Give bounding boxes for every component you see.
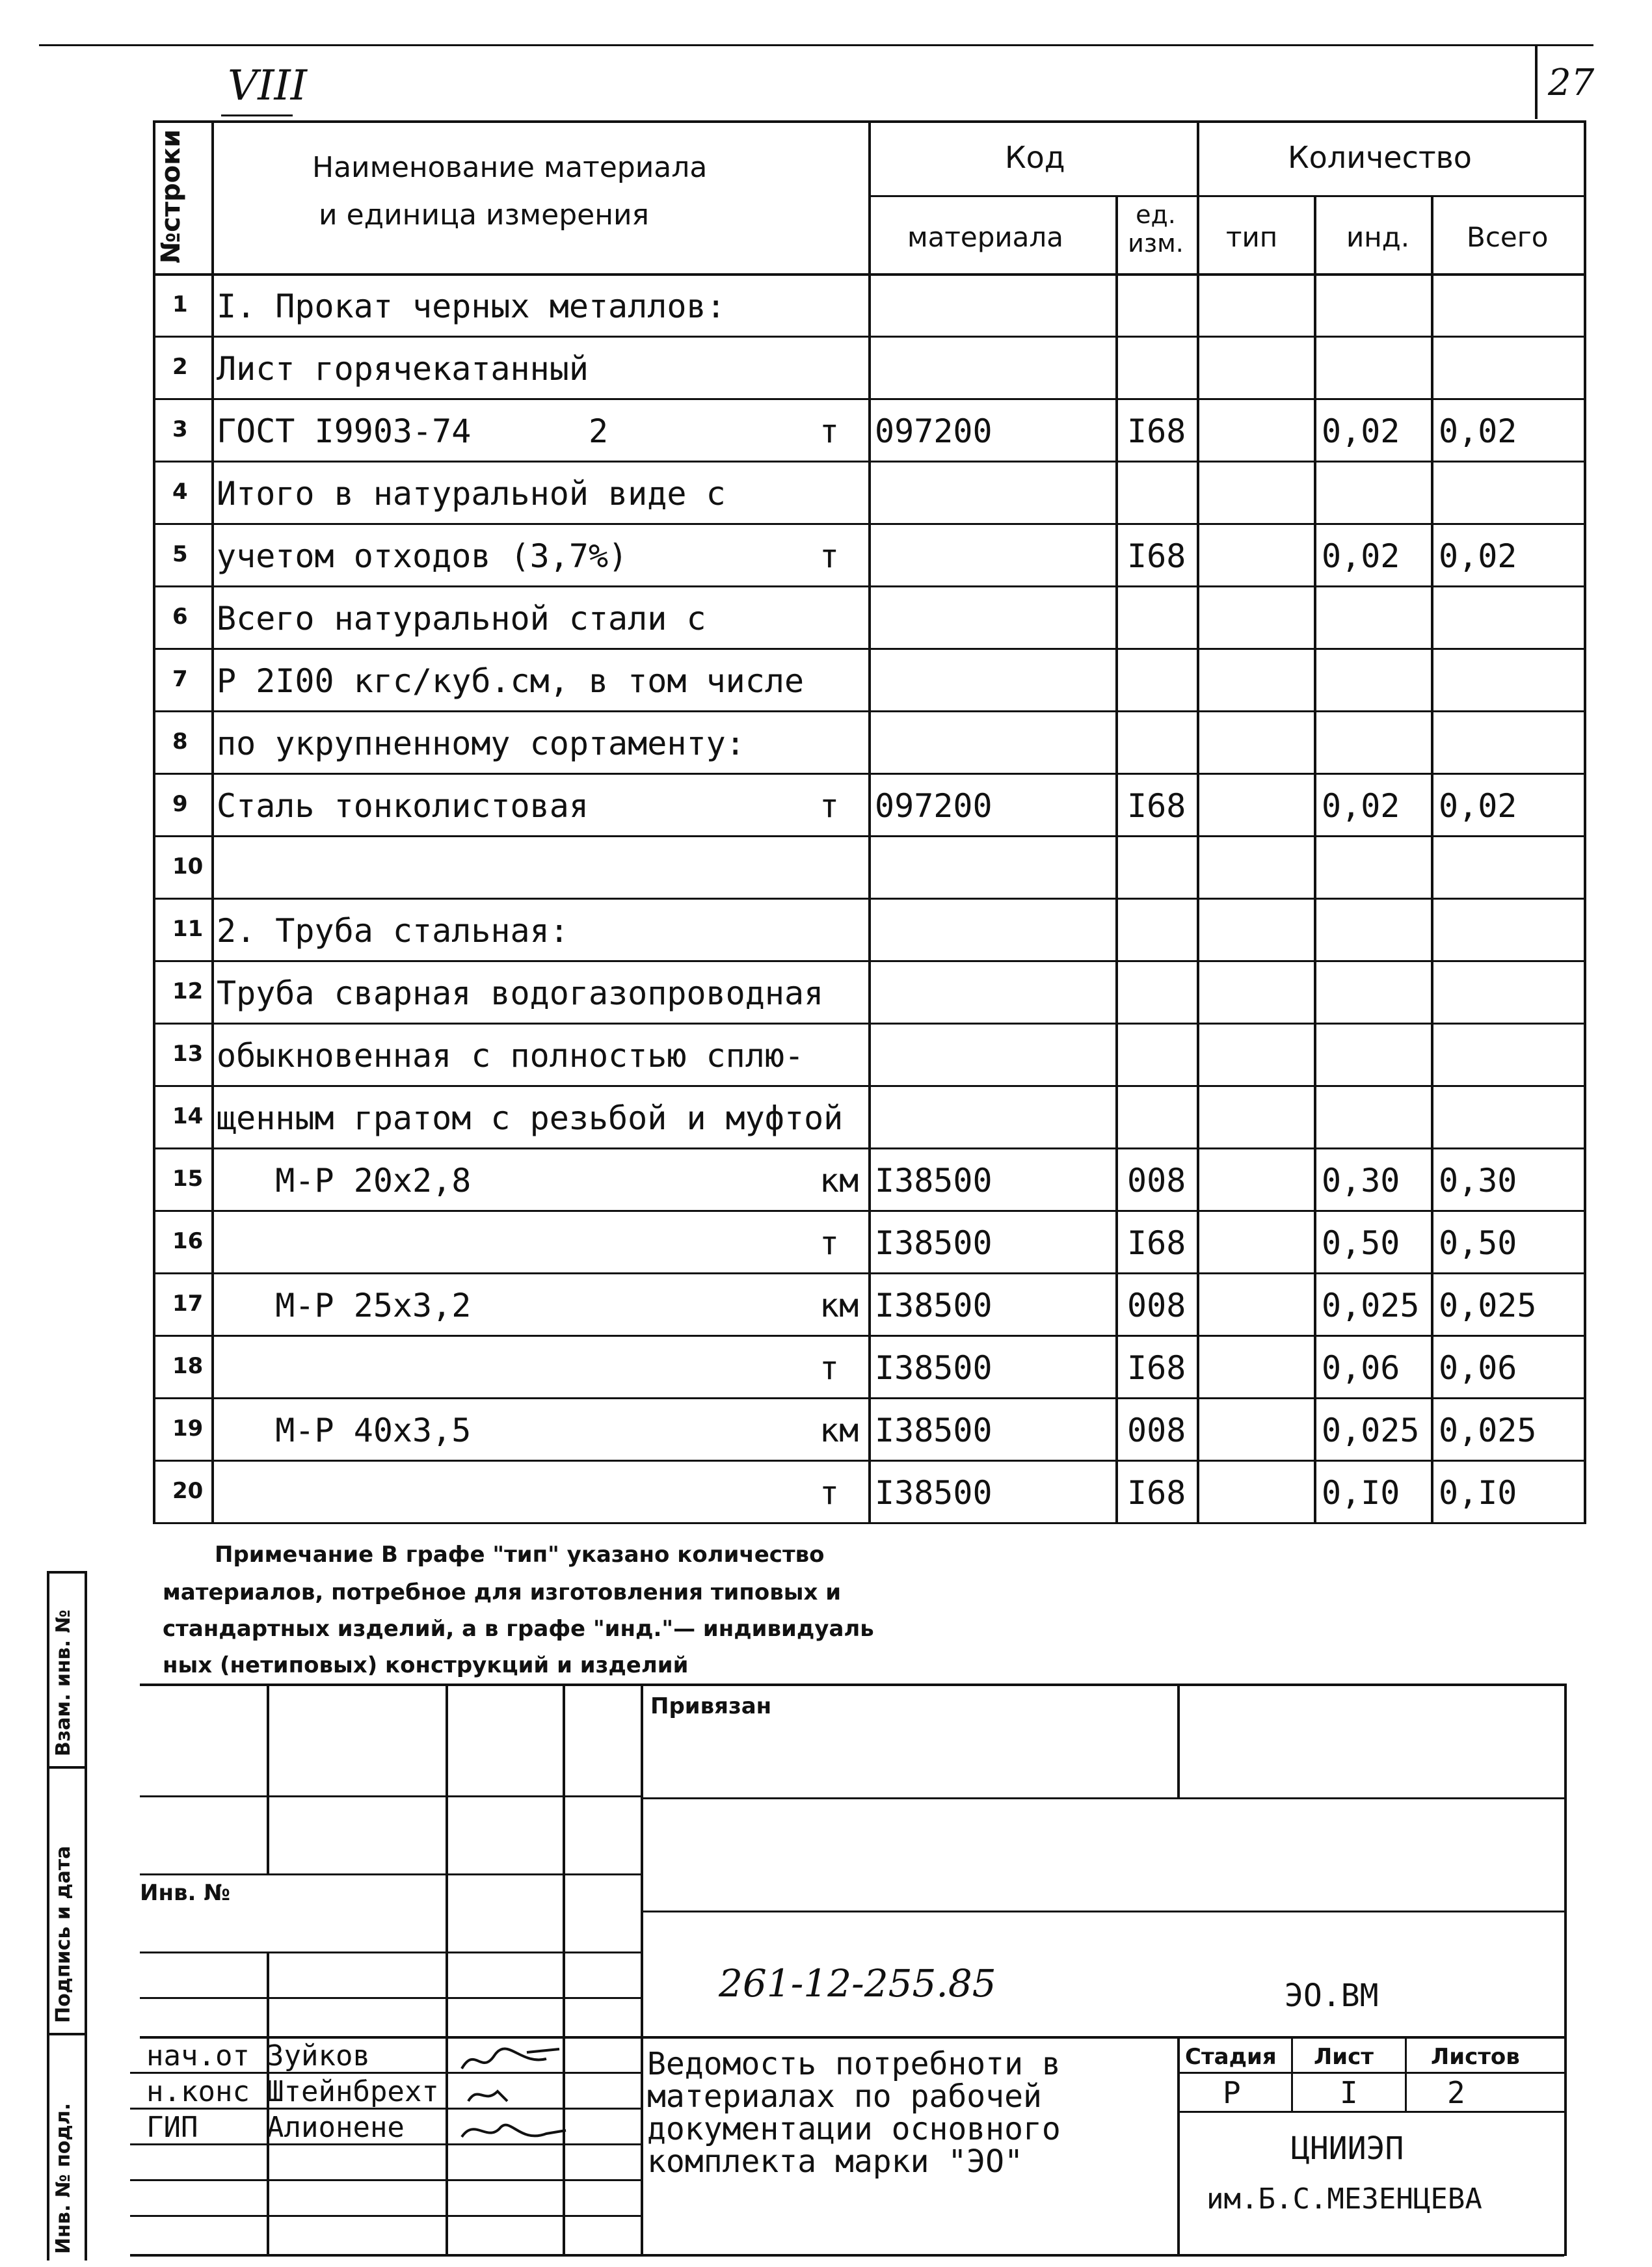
row-number: 1 (172, 291, 188, 317)
qty-total: 0,02 (1439, 537, 1517, 575)
qty-total: 0,025 (1439, 1412, 1537, 1449)
material-unit: т (819, 787, 840, 825)
sheets-value: 2 (1447, 2075, 1465, 2110)
qty-individual: 0,02 (1322, 412, 1400, 450)
stage-label: Стадия (1185, 2044, 1277, 2070)
material-unit: т (819, 537, 840, 575)
tb-v-1 (267, 1683, 269, 1875)
row-number: 16 (172, 1228, 204, 1254)
unit-code: I68 (1127, 412, 1186, 450)
row-number: 6 (172, 604, 188, 630)
qty-total: 0,02 (1439, 412, 1517, 450)
row-number: 7 (172, 666, 188, 692)
material-name: Сталь тонколистовая (217, 787, 589, 825)
sheets-label: Листов (1431, 2044, 1520, 2070)
header-row-number: №строки (156, 129, 186, 263)
material-unit: т (819, 1474, 840, 1512)
tb-v-5 (1177, 1683, 1180, 1797)
material-name: Всего натуральной стали с (217, 600, 706, 637)
description-line1: Ведомость потребноти в (647, 2046, 1061, 2082)
header-code-unit: ед. изм. (1128, 200, 1184, 258)
header-qty-total: Всего (1467, 221, 1549, 253)
row-number: 5 (172, 541, 188, 567)
material-unit: т (819, 1224, 840, 1262)
row-number: 2 (172, 354, 188, 380)
table-right-border (1584, 120, 1586, 1522)
material-name: ГОСТ I9903-74 2 (217, 412, 609, 450)
staff-role-3: ГИП (146, 2111, 198, 2144)
qty-total: 0,02 (1439, 787, 1517, 825)
row-number: 14 (172, 1103, 204, 1129)
qty-total: 0,I0 (1439, 1474, 1517, 1512)
top-border (39, 44, 1593, 46)
row-number: 13 (172, 1041, 204, 1067)
staff-role-2: н.конс (146, 2075, 250, 2108)
row-number: 12 (172, 978, 204, 1004)
qty-individual: 0,30 (1322, 1162, 1400, 1200)
header-mid-line (868, 195, 1586, 197)
qty-individual: 0,025 (1322, 1287, 1420, 1324)
tb-right-border (1564, 1683, 1567, 2256)
unit-code: I68 (1127, 537, 1186, 575)
tb-stage-v-2 (1405, 2036, 1407, 2113)
tb-bottom (130, 2254, 1564, 2257)
qty-individual: 0,02 (1322, 537, 1400, 575)
material-name: Р 2I00 кгс/куб.см, в том числе (217, 662, 805, 700)
row-number: 19 (172, 1415, 204, 1442)
material-name: щенным гратом с резьбой и муфтой (217, 1099, 844, 1137)
title-block-top (140, 1683, 1564, 1686)
tb-line-2 (140, 1873, 641, 1875)
header-quantity: Количество (1288, 140, 1472, 175)
column-line (1314, 195, 1316, 1524)
note-line2: материалов, потребное для изготовления типовых и (163, 1579, 842, 1605)
document-number: 261-12-255.85 (719, 1961, 996, 2005)
row-number: 11 (172, 916, 204, 942)
signatures (449, 2039, 572, 2150)
row-number: 18 (172, 1353, 204, 1379)
qty-total: 0,50 (1439, 1224, 1517, 1262)
tb-stage-line-1 (1177, 2072, 1564, 2074)
column-line (1197, 120, 1199, 1524)
material-name: учетом отходов (3,7%) (217, 537, 628, 575)
row-number: 15 (172, 1166, 204, 1192)
tb-line-1b (641, 1797, 1564, 1799)
staff-name-2: Штейнбрехт (267, 2075, 439, 2108)
marka: ЭО.ВМ (1285, 1978, 1379, 2014)
privyazan-label: Привязан (650, 1693, 772, 1719)
row-number: 4 (172, 479, 188, 505)
tb-stage-line-2 (1177, 2111, 1564, 2113)
material-code: I38500 (875, 1349, 993, 1387)
material-name: М-Р 20х2,8 (217, 1162, 472, 1200)
qty-individual: 0,50 (1322, 1224, 1400, 1262)
unit-code: I68 (1127, 787, 1186, 825)
unit-code: I68 (1127, 1224, 1186, 1262)
tb-v-4 (641, 1683, 643, 2256)
qty-total: 0,025 (1439, 1287, 1537, 1324)
tb-line-4 (140, 1997, 641, 1999)
unit-code: 008 (1127, 1412, 1186, 1449)
column-line (153, 120, 155, 1524)
tb-line-3 (140, 1952, 641, 1953)
header-name-line1: Наименование материала (312, 151, 708, 184)
material-unit: км (819, 1412, 859, 1449)
tb-line-1 (140, 1795, 641, 1797)
handwritten-mark: VIII (228, 62, 308, 110)
header-name-line2: и единица измерения (319, 198, 650, 232)
material-unit: км (819, 1287, 859, 1324)
side-stamp-divider-1 (47, 1766, 86, 1769)
column-line (1115, 195, 1118, 1524)
sheet-label: Лист (1314, 2044, 1374, 2070)
material-name: по укрупненному сортаменту: (217, 725, 745, 762)
unit-code: 008 (1127, 1162, 1186, 1200)
description-line3: документации основного (647, 2111, 1061, 2147)
header-qty-type: тип (1226, 221, 1278, 253)
column-line (868, 120, 871, 1524)
row-number: 8 (172, 729, 188, 755)
row-number: 10 (172, 853, 204, 879)
header-code: Код (1005, 140, 1065, 175)
tb-line-2b (641, 1911, 1564, 1912)
column-line (211, 120, 214, 1524)
side-label-podpis: Подпись и дата (52, 1845, 75, 2023)
side-label-vzam: Взам. инв. № (52, 1609, 75, 1756)
header-code-material: материала (907, 221, 1064, 253)
tb-v-2 (446, 1683, 448, 2254)
material-name: М-Р 25х3,2 (217, 1287, 472, 1324)
unit-code: 008 (1127, 1287, 1186, 1324)
header-qty-ind: инд. (1346, 221, 1410, 253)
side-stamp-top (47, 1571, 86, 1574)
material-name: 2. Труба стальная: (217, 912, 569, 950)
material-code: I38500 (875, 1412, 993, 1449)
material-unit: км (819, 1162, 859, 1200)
material-unit: т (819, 412, 840, 450)
material-name: Труба сварная водогазопроводная (217, 974, 824, 1012)
side-stamp-right-border (85, 1571, 87, 2260)
material-unit: т (819, 1349, 840, 1387)
side-label-inv-podl: Инв. № подл. (52, 2102, 75, 2254)
unit-code: I68 (1127, 1349, 1186, 1387)
material-name: Лист горячекатанный (217, 350, 589, 388)
stage-value: Р (1223, 2075, 1241, 2110)
qty-individual: 0,06 (1322, 1349, 1400, 1387)
sheet-value: I (1340, 2075, 1358, 2110)
material-name: М-Р 40х3,5 (217, 1412, 472, 1449)
inv-no-label: Инв. № (140, 1880, 231, 1906)
side-stamp-divider-2 (47, 2033, 86, 2035)
material-code: I38500 (875, 1224, 993, 1262)
material-name: Итого в натуральной виде с (217, 475, 726, 513)
material-code: 097200 (875, 787, 993, 825)
org-line1: ЦНИИЭП (1291, 2130, 1404, 2167)
qty-total: 0,30 (1439, 1162, 1517, 1200)
row-number: 17 (172, 1291, 204, 1317)
page-number-divider (1535, 44, 1538, 119)
column-line (1431, 195, 1433, 1524)
description-line2: материалах по рабочей (647, 2078, 1042, 2115)
page-number: 27 (1548, 62, 1595, 104)
side-stamp-left-border (47, 1571, 49, 2260)
material-code: I38500 (875, 1287, 993, 1324)
material-name: обыкновенная с полностью сплю- (217, 1037, 805, 1075)
tb-stage-v-1 (1291, 2036, 1293, 2113)
material-code: I38500 (875, 1162, 993, 1200)
org-line2: им.Б.С.МЕЗЕНЦЕВА (1206, 2182, 1482, 2216)
tb-v-3 (563, 1683, 565, 2254)
qty-individual: 0,025 (1322, 1412, 1420, 1449)
staff-name-3: Алионене (267, 2111, 405, 2144)
note-line1: Примечание В графе "тип" указано количество (215, 1542, 825, 1568)
material-code: 097200 (875, 412, 993, 450)
qty-individual: 0,I0 (1322, 1474, 1400, 1512)
tb-v-6 (1177, 2036, 1180, 2256)
row-number: 20 (172, 1478, 204, 1504)
mark-underline (221, 114, 293, 116)
staff-role-1: нач.от (146, 2039, 250, 2072)
unit-code: I68 (1127, 1474, 1186, 1512)
material-code: I38500 (875, 1474, 993, 1512)
staff-name-1: Зуйков (267, 2039, 370, 2072)
note-line3: стандартных изделий, а в графе "инд."— индивидуаль (163, 1616, 874, 1642)
note-line4: ных (нетиповых) конструкций и изделий (163, 1652, 689, 1678)
qty-total: 0,06 (1439, 1349, 1517, 1387)
row-number: 9 (172, 791, 188, 817)
description-line4: комплекта марки "ЭО" (647, 2143, 1023, 2180)
row-number: 3 (172, 416, 188, 442)
qty-individual: 0,02 (1322, 787, 1400, 825)
material-name: I. Прокат черных металлов: (217, 288, 726, 325)
tb-line-5 (140, 2036, 1564, 2039)
